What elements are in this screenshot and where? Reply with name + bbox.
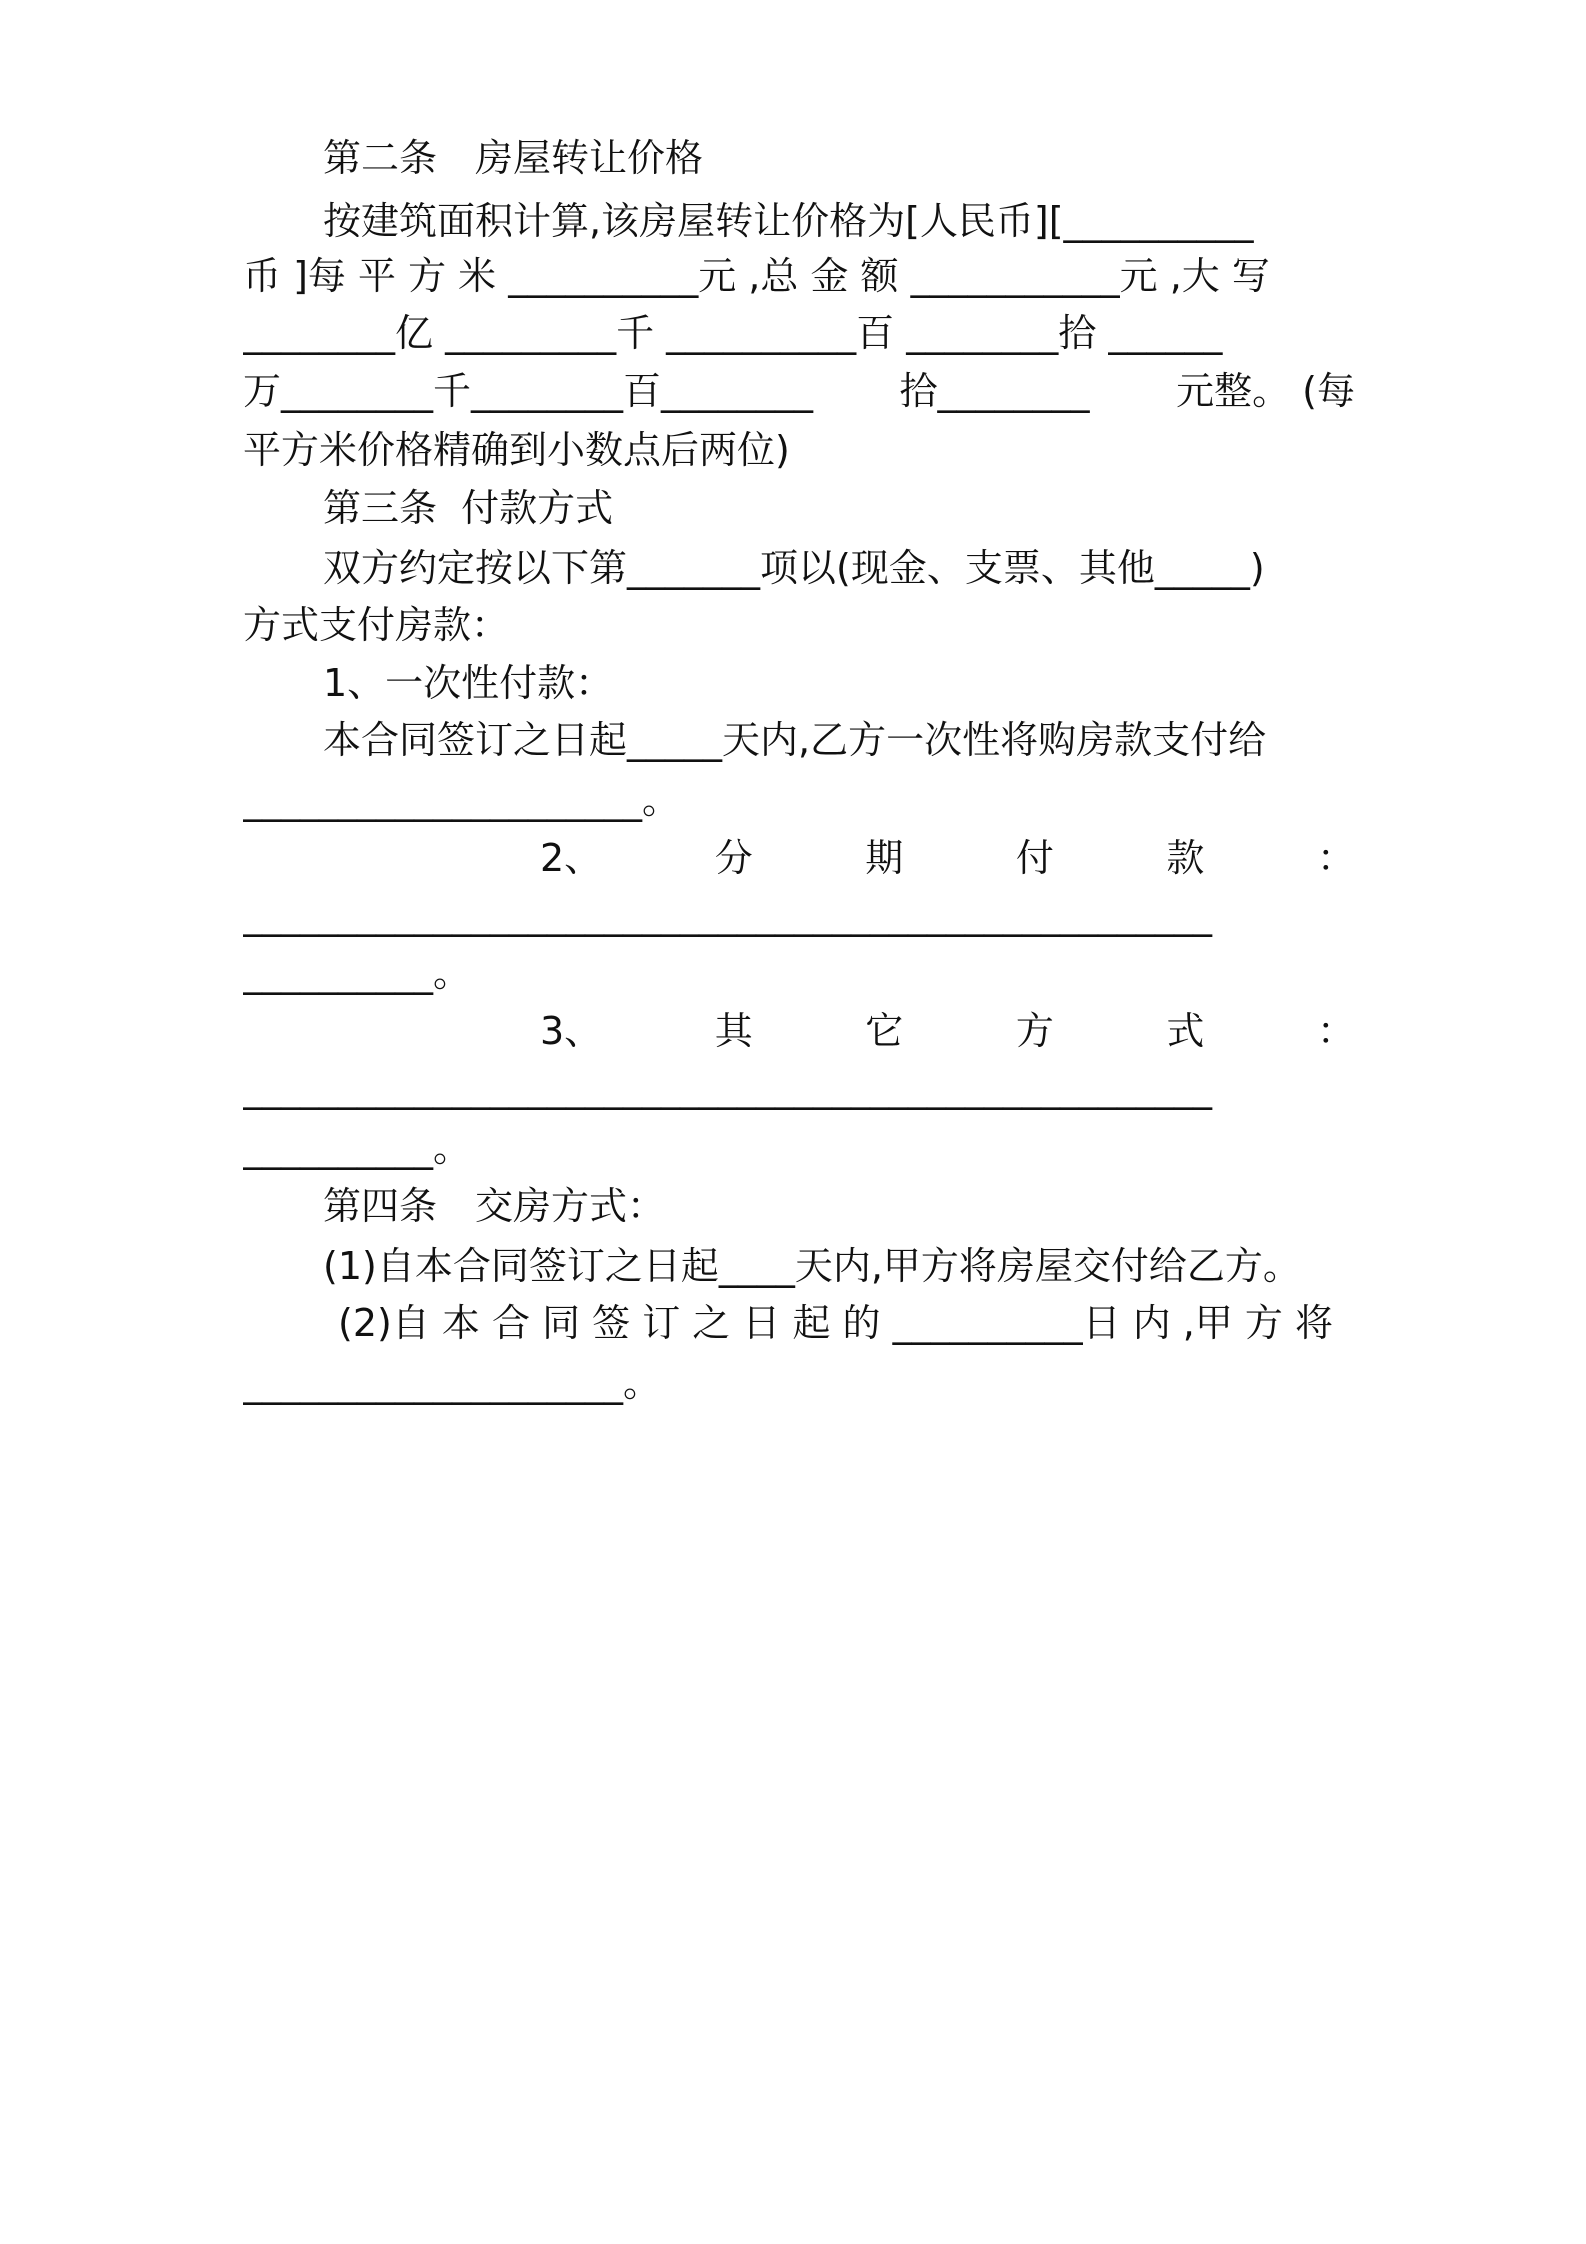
installment-heading-part-2: 分: [714, 836, 753, 880]
handover-clause-2-line-1: [338, 1293, 1355, 1353]
lump-sum-heading: 1、一次性付款：: [323, 661, 614, 705]
other-method-heading-part-1: 3、: [540, 1009, 603, 1053]
other-method-line-2: __________。: [243, 1126, 472, 1170]
installment-line-2: __________。: [243, 951, 472, 995]
installment-heading-part-5: 款: [1166, 836, 1205, 880]
handover-clause-2-line-1-text: (2)自 本 合 同 签 订 之 日 起 的 __________日 内 ,甲 方 将: [338, 1301, 1334, 1345]
handover-clause-1: [323, 1236, 1355, 1296]
other-method-heading-part-3: 它: [865, 1009, 904, 1053]
price-clause-line-4-part-1: 万________千________百________: [243, 369, 814, 413]
installment-heading-part-6: ：: [1316, 836, 1355, 880]
other-method-heading-part-5: 式: [1166, 1009, 1205, 1053]
article-3-heading: 第三条 付款方式: [323, 486, 614, 530]
installment-heading-part-4: 付: [1015, 836, 1054, 880]
other-method-heading-part-2: 其: [714, 1009, 753, 1053]
price-clause-line-3-text: ________亿 _________千 __________百 ________拾 ______: [243, 311, 1223, 355]
other-method-heading-part-4: 方: [1015, 1009, 1054, 1053]
price-clause-line-2-text: 币 ]每 平 方 米 __________元 ,总 金 额 ___________元 ,大 写: [243, 254, 1270, 298]
lump-sum-line-1: [323, 710, 1355, 770]
lump-sum-line-2: _____________________。: [243, 778, 681, 822]
price-clause-line-2: [243, 246, 1355, 306]
article-4-heading: 第四条 交房方式：: [323, 1184, 666, 1228]
other-method-heading: [540, 1001, 1355, 1061]
handover-clause-1-text: (1)自本合同签订之日起____天内,甲方将房屋交付给乙方。: [323, 1244, 1301, 1288]
payment-clause-line-1-text: 双方约定按以下第_______项以(现金、支票、其他_____): [323, 546, 1265, 590]
payment-clause-line-1: [323, 538, 1355, 598]
payment-clause-line-2: 方式支付房款：: [243, 603, 510, 647]
price-clause-line-4: [243, 361, 1355, 421]
other-method-line-1: [243, 1058, 1355, 1118]
article-2-heading: 第二条 房屋转让价格: [323, 136, 704, 180]
lump-sum-line-1-text: 本合同签订之日起_____天内,乙方一次性将购房款支付给: [323, 718, 1267, 762]
price-clause-line-4-part-3: 元整。 (每: [1176, 369, 1355, 413]
installment-line-1: [243, 885, 1355, 945]
installment-heading: [540, 828, 1355, 888]
price-clause-line-1: 按建筑面积计算,该房屋转让价格为[人民币][__________: [323, 199, 1254, 243]
other-method-line-1-text: ___________________________________________________: [243, 1066, 1212, 1110]
other-method-heading-part-6: ：: [1316, 1009, 1355, 1053]
price-clause-line-5: 平方米价格精确到小数点后两位): [243, 428, 790, 472]
installment-heading-part-3: 期: [865, 836, 904, 880]
price-clause-line-4-part-2: 拾________: [899, 369, 1090, 413]
installment-line-1-text: ___________________________________________________: [243, 893, 1212, 937]
handover-clause-2-line-2: ____________________。: [243, 1361, 662, 1405]
installment-heading-part-1: 2、: [540, 836, 603, 880]
price-clause-line-3: [243, 303, 1355, 363]
